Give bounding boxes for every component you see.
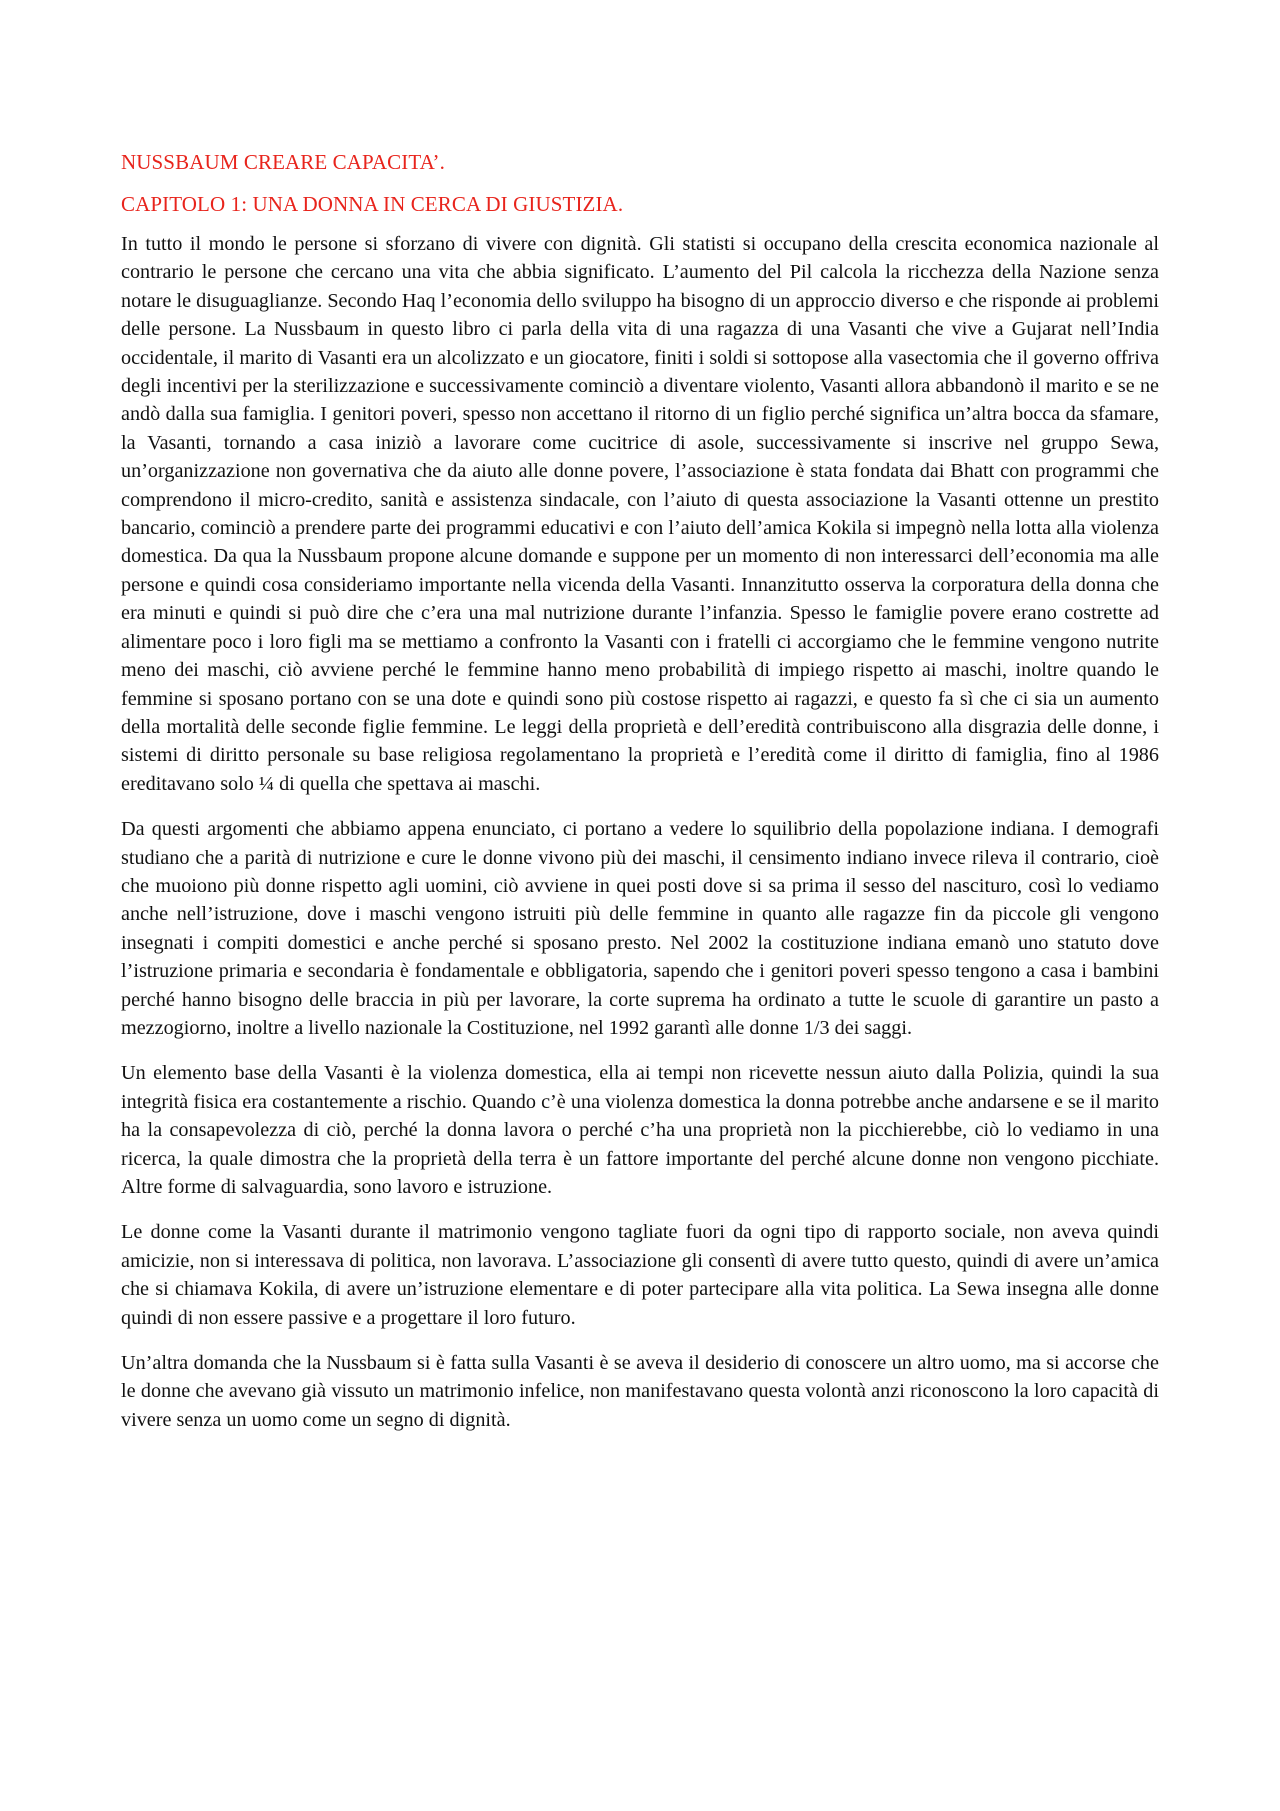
paragraph-5: Un’altra domanda che la Nussbaum si è fatta sulla Vasanti è se aveva il desiderio di conoscere un altro uomo, ma si accorse che le donne che avevano già vissuto un matrimonio infelice, non manifestavano questa volontà anzi riconoscono la loro capacità di vivere senza un uomo come un segno di dignità. — [121, 1352, 1159, 1431]
paragraph-4: Le donne come la Vasanti durante il matrimonio vengono tagliate fuori da ogni tipo di rapporto sociale, non aveva quindi amicizie, non si interessava di politica, non lavorava. L’associazione gli consentì di avere tutto questo, quindi di avere un’amica che si chiamava Kokila, di avere un’istruzione elementare e di poter partecipare alla vita politica. La Sewa insegna alle donne quindi di non essere passive e a progettare il loro futuro. — [121, 1221, 1159, 1329]
document-title: NUSSBAUM CREARE CAPACITA’. — [121, 150, 445, 174]
chapter-title: CAPITOLO 1: UNA DONNA IN CERCA DI GIUSTIZIA. — [121, 192, 624, 216]
paragraph-1: In tutto il mondo le persone si sforzano di vivere con dignità. Gli statisti si occupano della crescita economica nazionale al contrario le persone che cercano una vita che abbia significato. L’aumento del Pil calcola la ricchezza della Nazione senza notare le disuguaglianze. Secondo Haq l’economia dello sviluppo ha bisogno di un approccio diverso e che risponde ai problemi delle persone. La Nussbaum in questo libro ci parla della vita di una ragazza di una Vasanti che vive a Gujarat nell’India occidentale, il marito di Vasanti era un alcolizzato e un giocatore, finiti i soldi si sottopose alla vasectomia che il governo offriva degli incentivi per la sterilizzazione e successivamente cominciò a diventare violento, Vasanti allora abbandonò il marito e se ne andò dalla sua famiglia. I genitori poveri, spesso non accettano il ritorno di un figlio perché significa un’altra bocca da sfamare, la Vasanti, tornando a casa iniziò a lavorare come cucitrice di asole, successivamente si inscrive nel gruppo Sewa, un’organizzazione non governativa che da aiuto alle donne povere, l’associazione è stata fondata dai Bhatt con programmi che comprendono il micro-credito, sanità e assistenza sindacale, con l’aiuto di questa associazione la Vasanti ottenne un prestito bancario, cominciò a prendere parte dei programmi educativi e con l’aiuto dell’amica Kokila si impegnò nella lotta alla violenza domestica. Da qua la Nussbaum propone alcune domande e suppone per un momento di non interessarci dell’economia ma alle persone e quindi cosa consideriamo importante nella vicenda della Vasanti. Innanzitutto osserva la corporatura della donna che era minuti e quindi si può dire che c’era una mal nutrizione durante l’infanzia. Spesso le famiglie povere erano costrette ad alimentare poco i loro figli ma se mettiamo a confronto la Vasanti con i fratelli ci accorgiamo che le femmine vengono nutrite meno dei maschi, ciò avviene perché le femmine hanno meno probabilità di impiego rispetto ai maschi, inoltre quando le femmine si sposano portano con se una dote e quindi sono più costose rispetto ai ragazzi, e questo fa sì che ci sia un aumento della mortalità delle seconde figlie femmine. Le leggi della proprietà e dell’eredità contribuiscono alla disgrazia delle donne, i sistemi di diritto personale su base religiosa regolamentano la proprietà e l’eredità come il diritto di famiglia, fino al 1986 ereditavano solo ¼ di quella che spettava ai maschi. — [121, 233, 1159, 795]
paragraph-3: Un elemento base della Vasanti è la violenza domestica, ella ai tempi non ricevette nessun aiuto dalla Polizia, quindi la sua integrità fisica era costantemente a rischio. Quando c’è una violenza domestica la donna potrebbe anche andarsene e se il marito ha la consapevolezza di ciò, perché la donna lavora o perché c’ha una proprietà non la picchierebbe, ciò lo vediamo in una ricerca, la quale dimostra che la proprietà della terra è un fattore importante del perché alcune donne non vengono picchiate. Altre forme di salvaguardia, sono lavoro e istruzione. — [121, 1062, 1159, 1198]
paragraph-2: Da questi argomenti che abbiamo appena enunciato, ci portano a vedere lo squilibrio della popolazione indiana. I demografi studiano che a parità di nutrizione e cure le donne vivono più dei maschi, il censimento indiano invece rileva il contrario, cioè che muoiono più donne rispetto agli uomini, ciò avviene in quei posti dove si sa prima il sesso del nascituro, così lo vediamo anche nell’istruzione, dove i maschi vengono istruiti più delle femmine in quanto alle ragazze fin da piccole gli vengono insegnati i compiti domestici e anche perché si sposano presto. Nel 2002 la costituzione indiana emanò uno statuto dove l’istruzione primaria e secondaria è fondamentale e obbligatoria, sapendo che i genitori poveri spesso tengono a casa i bambini perché hanno bisogno delle braccia in più per lavorare, la corte suprema ha ordinato a tutte le scuole di garantire un pasto a mezzogiorno, inoltre a livello nazionale la Costituzione, nel 1992 garantì alle donne 1/3 dei saggi. — [121, 818, 1159, 1039]
document-page — [121, 148, 1159, 1451]
